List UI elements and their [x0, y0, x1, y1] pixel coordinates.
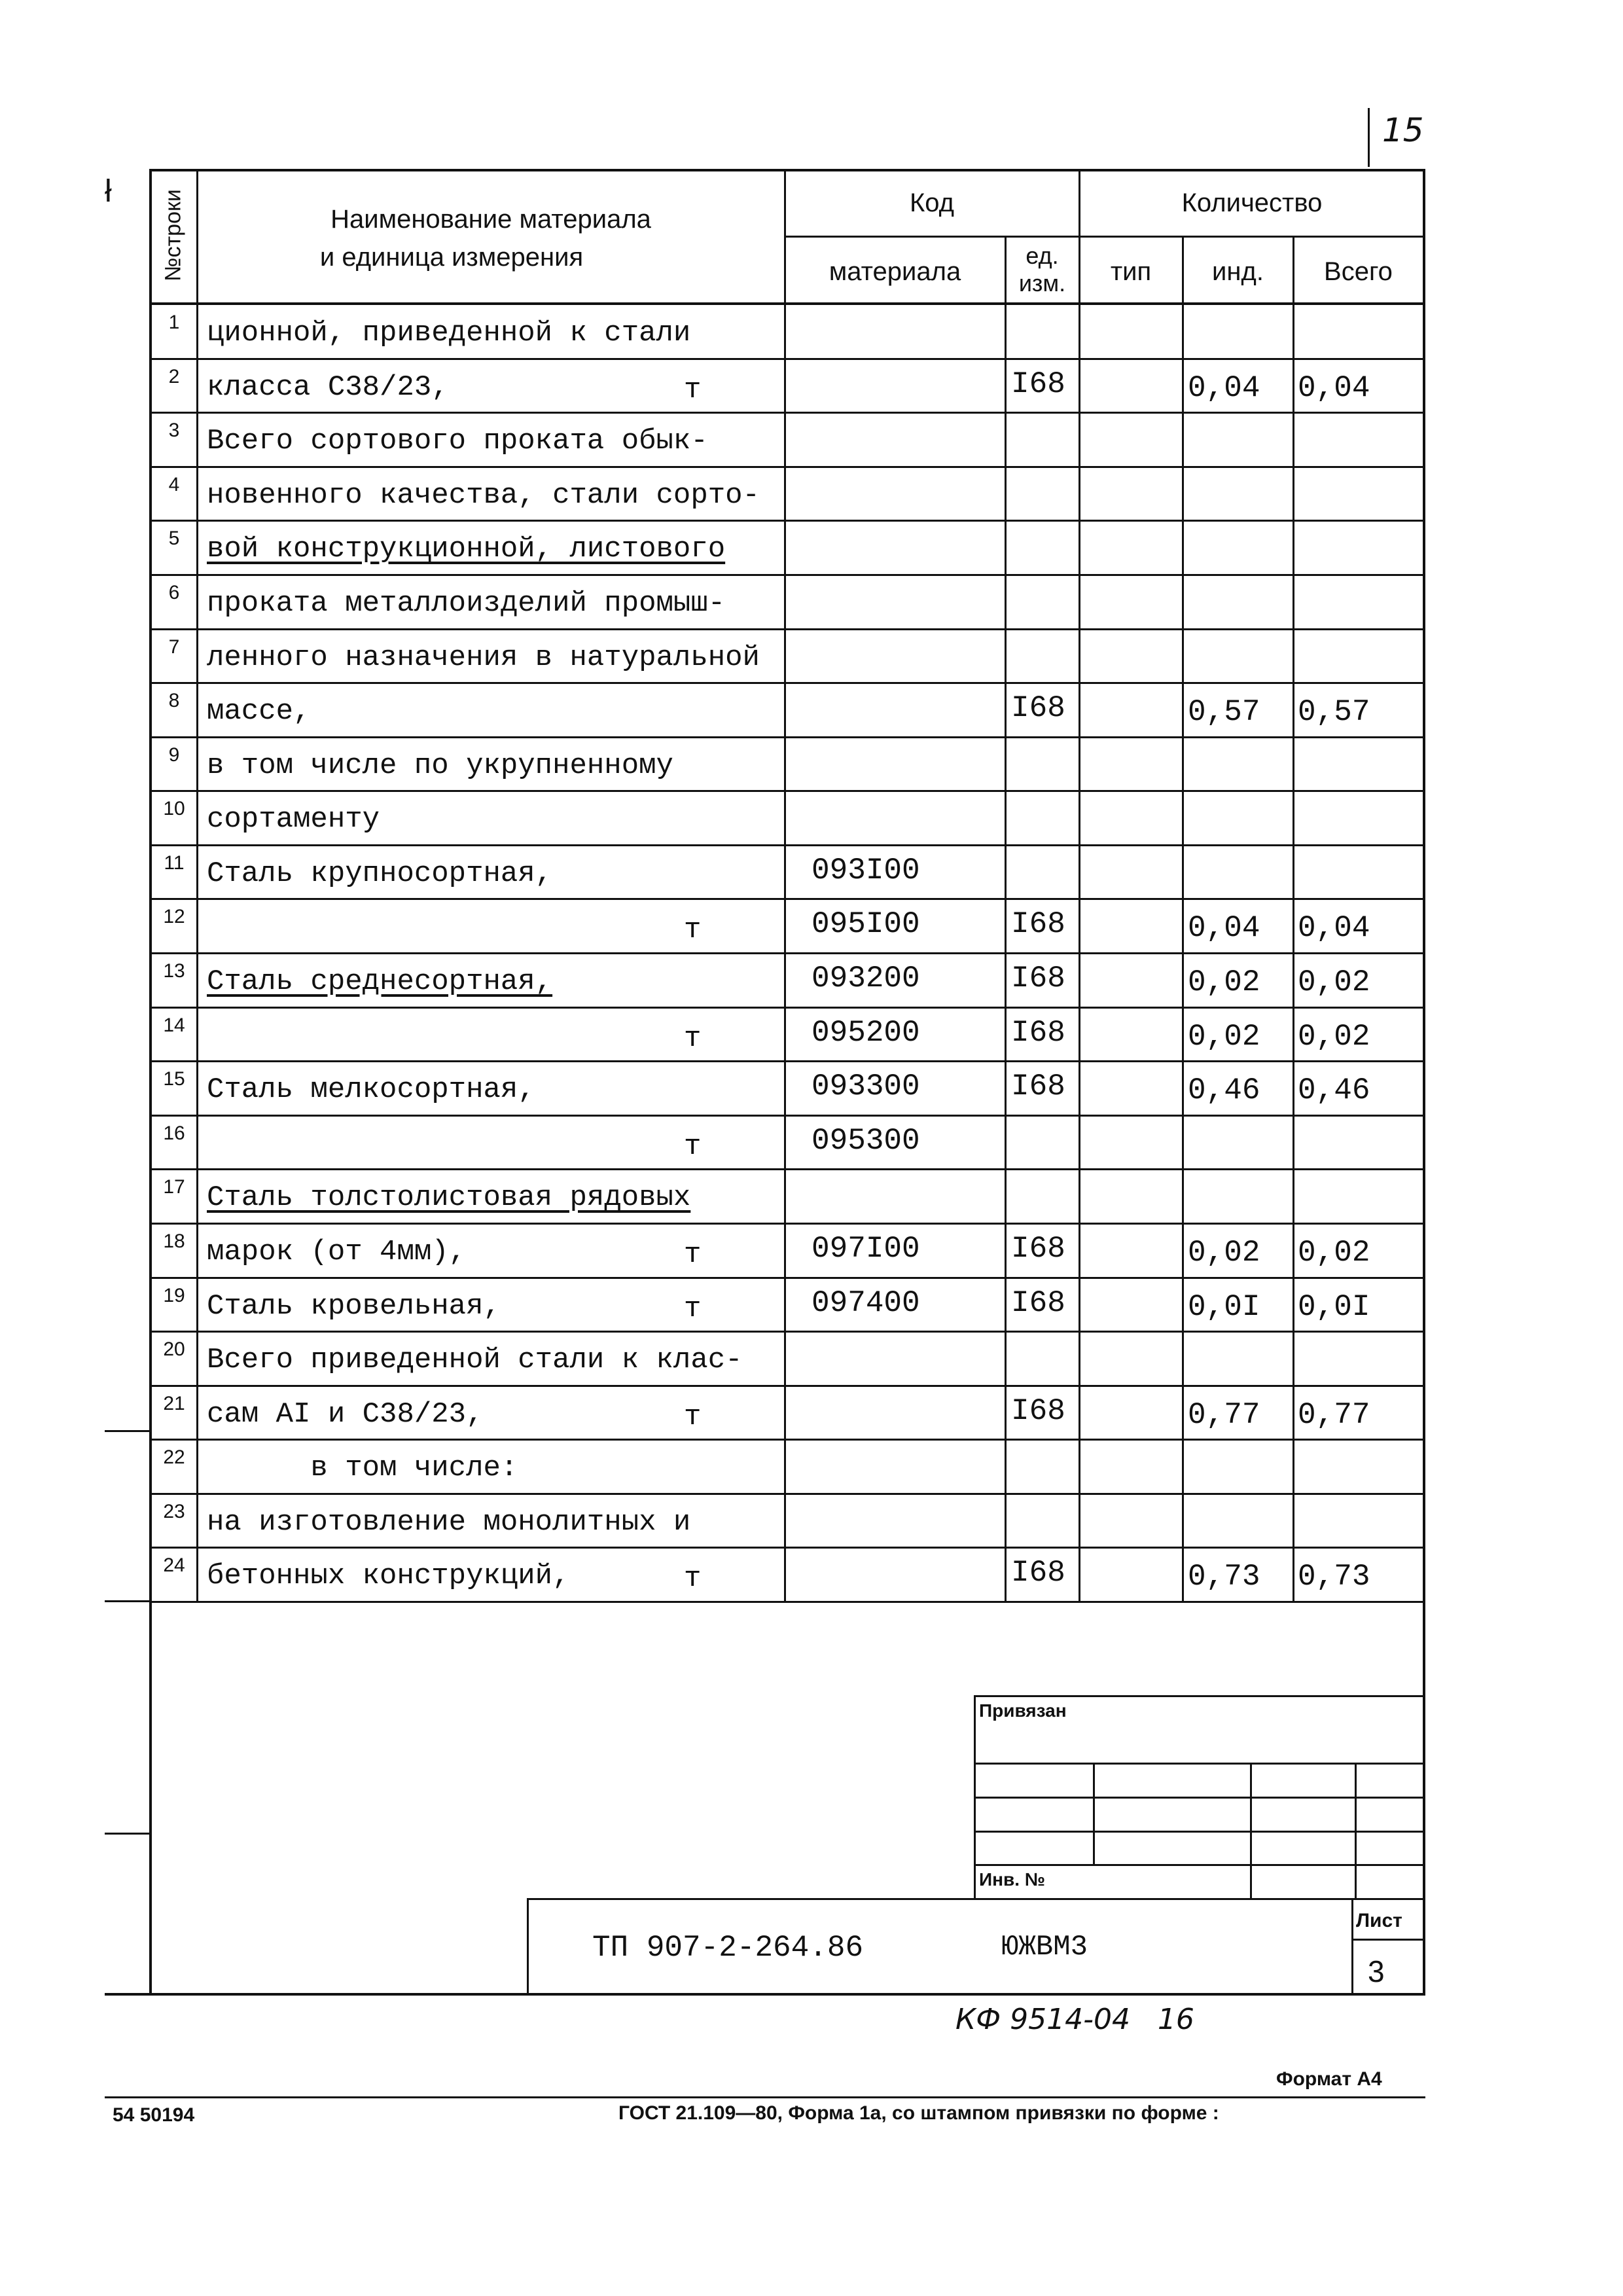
header-subline	[784, 236, 1425, 238]
doc-mark: ЮЖВМ3	[1001, 1931, 1088, 1964]
row-number: 15	[163, 1068, 185, 1090]
row-number: 20	[163, 1338, 185, 1361]
row-total-value: 0,04	[1298, 370, 1370, 405]
row-unit-code: I68	[1011, 1393, 1065, 1428]
margin-mark-top: ł	[105, 174, 112, 209]
row-line	[149, 466, 1425, 468]
col-sep-material	[1005, 236, 1007, 1602]
row-total-value: 0,77	[1298, 1397, 1370, 1432]
header-unit-line2: изм.	[1018, 270, 1066, 296]
row-name: Сталь мелкосортная,	[207, 1073, 535, 1107]
footer-rule	[105, 2096, 1425, 2098]
row-unit-letter: т	[684, 1130, 702, 1163]
row-name: Сталь крупносортная,	[207, 857, 553, 890]
sheet-number: 3	[1368, 1954, 1385, 1988]
row-line	[149, 1115, 1425, 1117]
col-sep-code-qty	[1079, 169, 1080, 1602]
row-total-value: 0,46	[1298, 1073, 1370, 1108]
handwritten-note: КФ 9514-04 16	[955, 2003, 1194, 2036]
row-total-value: 0,02	[1298, 965, 1370, 999]
row-name: Сталь толстолистовая рядовых	[207, 1181, 691, 1215]
row-total-value: 0,02	[1298, 1019, 1370, 1054]
row-ind-value: 0,77	[1188, 1397, 1260, 1432]
col-sep-rownum	[196, 169, 198, 1602]
row-name: бетонных конструкций,	[207, 1560, 570, 1593]
row-ind-value: 0,04	[1188, 370, 1260, 405]
stamp-col-1	[1093, 1763, 1095, 1864]
row-total-value: 0,0I	[1298, 1289, 1370, 1324]
margin-stub-1	[105, 1430, 152, 1432]
row-unit-letter: т	[684, 1292, 702, 1325]
row-line	[149, 1439, 1425, 1441]
footer-left-number: 54 50194	[113, 2104, 195, 2126]
row-line	[149, 358, 1425, 360]
header-name-line1: Наименование материала	[330, 205, 651, 234]
table-border-top	[149, 169, 1425, 171]
row-ind-value: 0,02	[1188, 1235, 1260, 1270]
page-number-divider	[1368, 108, 1370, 167]
row-number: 11	[164, 852, 185, 874]
row-line	[149, 682, 1425, 684]
row-ind-value: 0,02	[1188, 1019, 1260, 1054]
doc-code: ТП 907-2-264.86	[592, 1931, 864, 1965]
row-name: сам АI и С38/23,	[207, 1397, 484, 1431]
row-total-value: 0,57	[1298, 695, 1370, 730]
sheet-label: Лист	[1356, 1910, 1402, 1931]
row-line	[149, 1060, 1425, 1062]
header-ind: инд.	[1212, 257, 1264, 286]
row-name: на изготовление монолитных и	[207, 1505, 691, 1539]
stamp-row-2	[974, 1797, 1425, 1799]
row-ind-value: 0,02	[1188, 965, 1260, 999]
stamp-row-3	[974, 1831, 1425, 1833]
row-name: в том числе:	[207, 1452, 518, 1485]
row-ind-value: 0,46	[1188, 1073, 1260, 1108]
row-unit-code: I68	[1011, 1069, 1065, 1104]
row-number: 17	[163, 1176, 185, 1198]
row-name: вой конструкционной, листового	[207, 533, 726, 566]
row-number: 23	[163, 1500, 185, 1522]
row-total-value: 0,73	[1298, 1560, 1370, 1594]
row-name: Сталь среднесортная,	[207, 965, 553, 998]
table-border-right	[1423, 169, 1425, 1995]
col-sep-ind	[1293, 236, 1294, 1602]
row-number: 10	[163, 798, 185, 820]
row-name: проката металлоизделий промыш-	[207, 586, 726, 620]
row-unit-code: I68	[1011, 961, 1065, 996]
row-unit-code: I68	[1011, 1015, 1065, 1050]
row-number: 9	[168, 744, 180, 766]
row-line	[149, 412, 1425, 414]
row-number: 19	[163, 1284, 185, 1306]
row-unit-letter: т	[684, 1022, 702, 1055]
header-unit-line1: ед.	[1026, 242, 1059, 269]
row-unit-code: I68	[1011, 907, 1065, 942]
row-number: 24	[163, 1554, 185, 1577]
header-row-number: №строки	[160, 189, 186, 281]
row-unit-code: I68	[1011, 691, 1065, 726]
row-ind-value: 0,04	[1188, 911, 1260, 946]
row-unit-letter: т	[684, 1238, 702, 1271]
row-number: 12	[163, 906, 185, 928]
row-material-code: 097I00	[812, 1231, 920, 1266]
row-unit-code: I68	[1011, 367, 1065, 401]
row-material-code: 095200	[812, 1015, 920, 1050]
row-total-value: 0,04	[1298, 911, 1370, 946]
row-name: класса С38/23,	[207, 370, 449, 404]
stamp-row-1	[974, 1763, 1425, 1765]
row-line	[149, 1493, 1425, 1495]
row-name: в том числе по укрупненному	[207, 749, 673, 782]
row-line	[149, 1601, 1425, 1603]
row-number: 8	[168, 690, 180, 712]
row-number: 22	[163, 1446, 185, 1469]
row-name: ционной, приведенной к стали	[207, 317, 691, 350]
row-number: 6	[168, 581, 180, 603]
row-number: 1	[168, 312, 180, 333]
docblock-left	[527, 1898, 529, 1995]
row-number: 18	[163, 1230, 185, 1252]
page-number: 15	[1382, 111, 1424, 149]
row-unit-code: I68	[1011, 1556, 1065, 1590]
row-unit-letter: т	[684, 1400, 702, 1433]
row-name: Сталь кровельная,	[207, 1289, 501, 1323]
row-line	[149, 1223, 1425, 1225]
stamp-inv-no: Инв. №	[979, 1869, 1046, 1890]
row-ind-value: 0,0I	[1188, 1289, 1260, 1324]
row-unit-letter: т	[684, 914, 702, 947]
row-line	[149, 736, 1425, 738]
col-sep-type	[1182, 236, 1184, 1602]
row-number: 2	[168, 365, 180, 387]
row-line	[149, 1007, 1425, 1009]
row-unit-code: I68	[1011, 1231, 1065, 1266]
row-name: Всего приведенной стали к клас-	[207, 1344, 743, 1377]
row-line	[149, 574, 1425, 576]
row-unit-code: I68	[1011, 1285, 1065, 1320]
row-number: 21	[163, 1392, 185, 1414]
row-material-code: 093I00	[812, 853, 920, 888]
row-unit-letter: т	[684, 1562, 702, 1596]
row-number: 4	[168, 473, 180, 495]
row-line	[149, 1277, 1425, 1279]
row-line	[149, 1547, 1425, 1549]
stamp-col-2	[1250, 1763, 1252, 1898]
docblock-top	[527, 1898, 1425, 1900]
docblock-sheet-line	[1351, 1939, 1425, 1941]
row-material-code: 097400	[812, 1285, 920, 1320]
table-border-bottom	[105, 1993, 1425, 1996]
row-material-code: 093300	[812, 1069, 920, 1104]
header-name-line2: и единица измерения	[319, 243, 584, 272]
header-quantity: Количество	[1181, 188, 1323, 217]
row-line	[149, 790, 1425, 792]
row-line	[149, 1385, 1425, 1387]
stamp-row-4	[974, 1864, 1425, 1866]
row-name: массе,	[207, 695, 311, 728]
row-line	[149, 898, 1425, 900]
row-material-code: 095I00	[812, 907, 920, 942]
row-line	[149, 628, 1425, 630]
row-line	[149, 520, 1425, 522]
footer-gost: ГОСТ 21.109—80, Форма 1а, со штампом привязки по форме :	[618, 2102, 1219, 2124]
row-line	[149, 1331, 1425, 1333]
stamp-col-3	[1355, 1763, 1357, 1898]
row-number: 5	[168, 528, 180, 550]
stamp-privyazan: Привязан	[979, 1700, 1067, 1721]
row-number: 16	[163, 1122, 185, 1144]
header-material: материала	[829, 257, 961, 286]
row-line	[149, 1168, 1425, 1170]
header-type: тип	[1110, 257, 1152, 286]
row-line	[149, 952, 1425, 954]
stamp-top	[974, 1695, 1425, 1697]
row-name: сортаменту	[207, 803, 380, 836]
row-number: 14	[163, 1014, 185, 1036]
row-unit-letter: т	[684, 373, 702, 406]
format-label: Формат А4	[1276, 2068, 1382, 2090]
header-total: Всего	[1324, 257, 1393, 286]
margin-stub-3	[105, 1833, 152, 1835]
table-border-left	[149, 169, 152, 1995]
row-number: 13	[163, 960, 185, 982]
row-material-code: 095300	[812, 1123, 920, 1158]
row-line	[149, 844, 1425, 846]
row-name: Всего сортового проката обык-	[207, 425, 708, 458]
row-ind-value: 0,57	[1188, 695, 1260, 730]
row-name: марок (от 4мм),	[207, 1235, 467, 1268]
row-number: 3	[168, 420, 180, 442]
margin-stub-2	[105, 1600, 152, 1602]
row-total-value: 0,02	[1298, 1235, 1370, 1270]
header-code: Код	[909, 188, 954, 217]
col-sep-name	[784, 169, 786, 1602]
header-bottom	[149, 302, 1425, 305]
row-material-code: 093200	[812, 961, 920, 996]
row-ind-value: 0,73	[1188, 1560, 1260, 1594]
row-number: 7	[168, 636, 180, 658]
row-name: ленного назначения в натуральной	[207, 641, 760, 674]
row-name: новенного качества, стали сорто-	[207, 478, 760, 512]
docblock-sheet-sep	[1351, 1898, 1353, 1995]
